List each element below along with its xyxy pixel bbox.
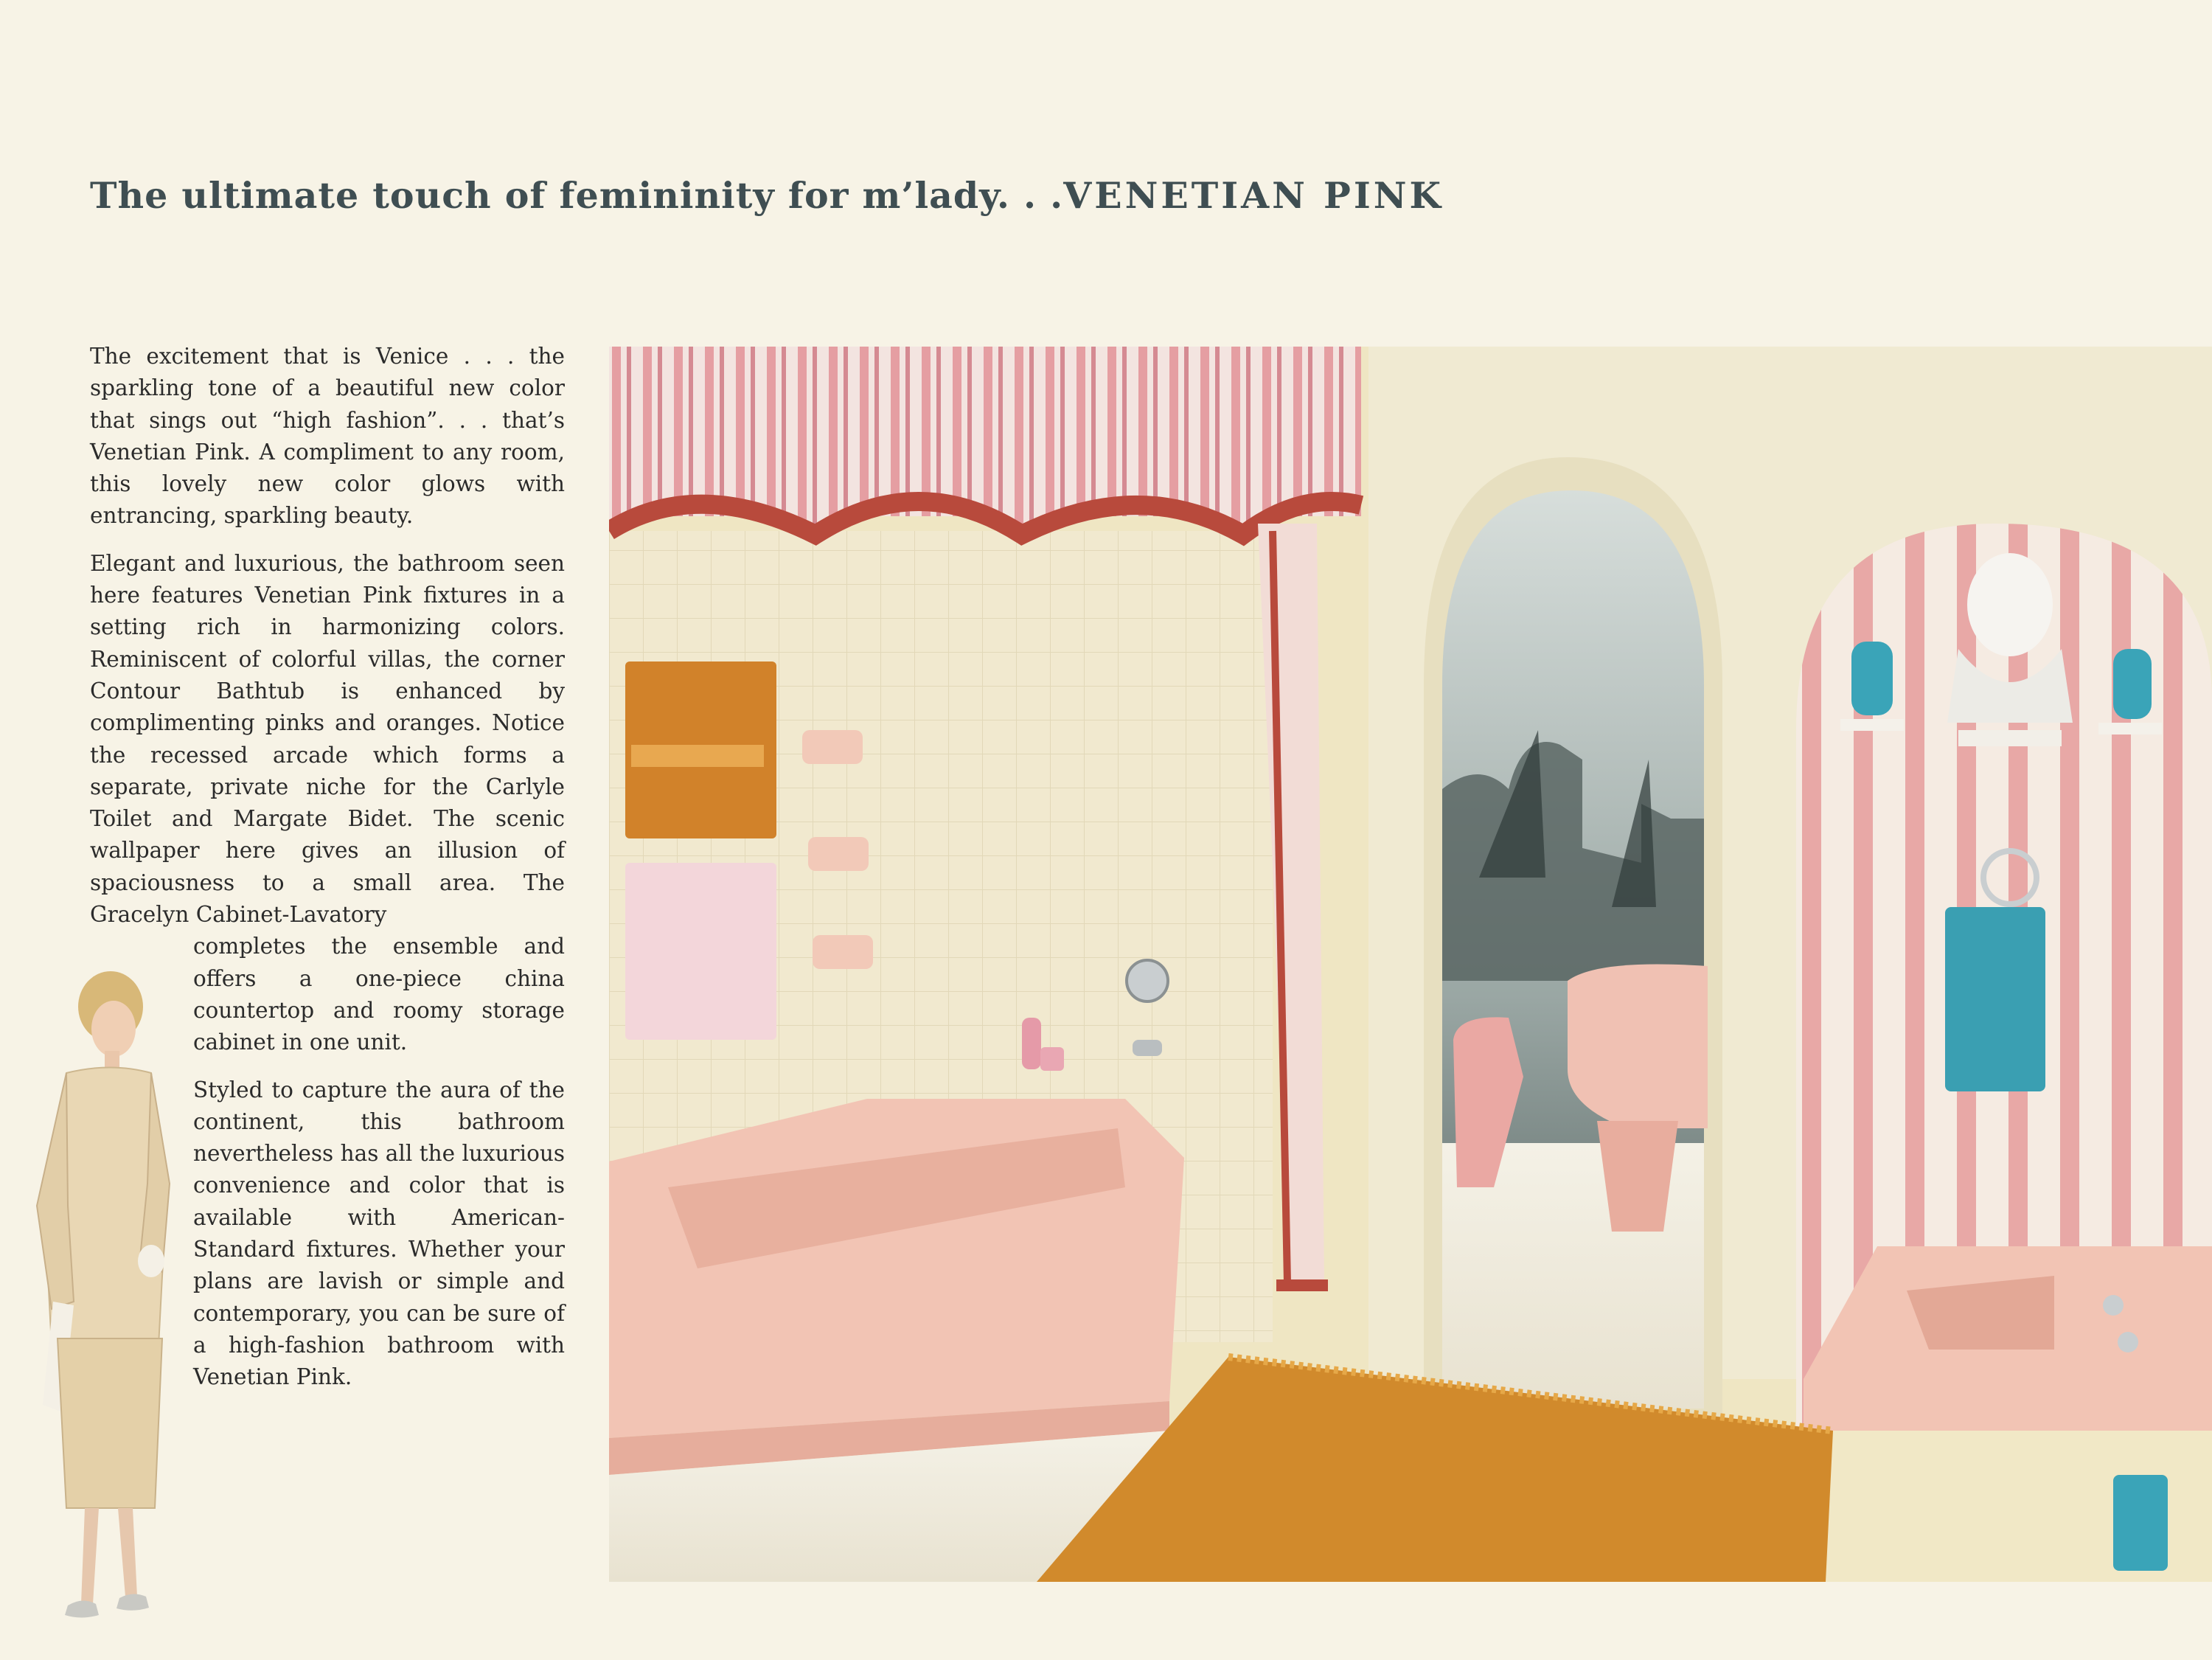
bathroom-photograph xyxy=(609,347,2212,1582)
bathroom-scene xyxy=(609,347,2212,1582)
headline-lead: The ultimate touch of femininity for m’lady. . . xyxy=(90,174,1064,217)
paragraph-features xyxy=(90,548,565,931)
paragraph-closing: Styled to capture the aura of the continent, this bathroom nevertheless has all the luxurious convenience and color that is available with American-Standard fixtures. Whether your plans are lavish or simple and contemporary, you can be sure of a high-fashion bathroom with Venetian Pink. xyxy=(193,1077,565,1390)
page-headline xyxy=(90,174,2081,217)
headline-emphasis: VENETIAN PINK xyxy=(1063,174,1444,217)
paragraph-features-cont: completes the ensemble and offers a one-piece china countertop and roomy storage cabinet in one unit. xyxy=(193,934,565,1055)
woman-illustration xyxy=(22,962,177,1626)
paragraph-features-main: Elegant and luxurious, the bathroom seen here features Venetian Pink fixtures in a setting rich in harmonizing colors. Reminiscent of colorful villas, the corner Contour Bathtub is enhanced by complimenting pinks and oranges. Notice the recessed arcade which forms a separate, private niche for the Carlyle Toilet and Margate Bidet. The scenic wallpaper here gives an illusion of spaciousness to a small area. The Gracelyn Cabinet-Lavatory xyxy=(90,550,565,928)
paragraph-intro: The excitement that is Venice . . . the sparkling tone of a beautiful new color that sings out “high fashion”. . . that’s Venetian Pink. A compliment to any room, this lovely new color glows with entrancing, sparkling beauty. xyxy=(90,344,565,529)
